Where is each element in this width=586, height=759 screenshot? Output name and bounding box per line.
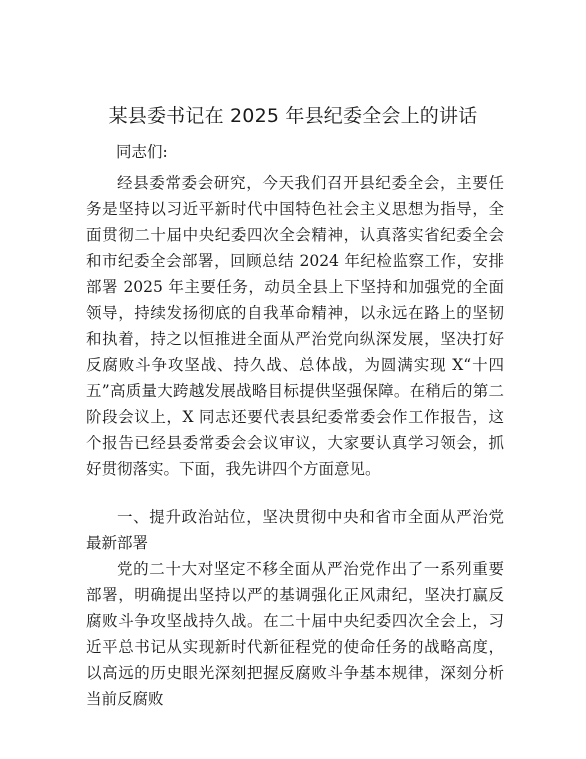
section-heading: 一、提升政治站位，坚决贯彻中央和省市全面从严治党最新部署 [86,508,504,552]
body-paragraph: 经县委常委会研究，今天我们召开县纪委全会，主要任务是坚持以习近平新时代中国特色社会主义思想为指导，全面贯彻二十届中央纪委四次全会精神，认真落实省纪委全会和市纪委全会部署，回顾总结 2024 年纪检监察工作，安排部署 2025 年主要任务，动员全县上下坚持和加强党的全面领导，持续发扬彻底的自我革命精神，以永远在路上的坚韧和执着，持之以恒推进全面从严治党向纵深发展，坚决打好反腐败斗争攻坚战、持久战、总体战，为圆满实现 X“十四五”高质量大跨越发展战略目标提供坚强保障。在稍后的第二阶段会议上，X 同志还要代表县纪委常委会作工作报告，这个报告已经县委常委会会议审议，大家要认真学习领会，抓好贯彻落实。下面，我先讲四个方面意见。 [86,174,504,478]
document-title: 某县委书记在 2025 年县纪委全会上的讲话 [108,105,478,127]
salutation: 同志们: [116,143,168,161]
section-paragraph: 党的二十大对坚定不移全面从严治党作出了一系列重要部署，明确提出坚持以严的基调强化正风肃纪，坚决打赢反腐败斗争攻坚战持久战。在二十届中央纪委四次全会上，习近平总书记从实现新时代新征程党的使命任务的战略高度，以高远的历史眼光深刻把握反腐败斗争基本规律，深刻分析当前反腐败 [86,560,504,708]
